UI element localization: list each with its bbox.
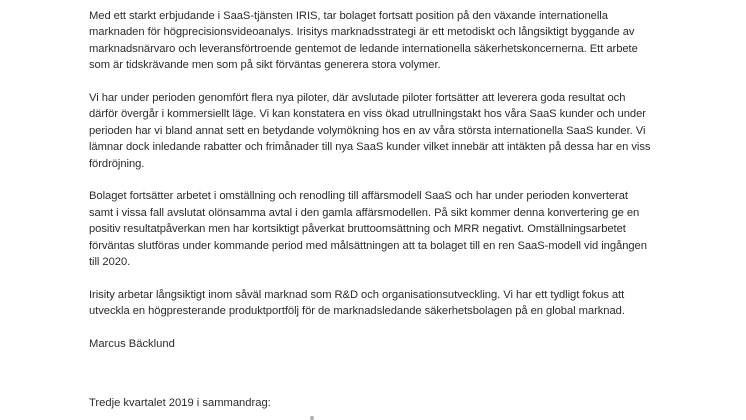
text-line: Vi har under perioden genomfört flera nya piloter, där avslutade piloter fortsätter att leverera goda resultat och [89,92,626,105]
paragraph-market-position [89,8,671,74]
text-line: till 2020. [89,256,131,269]
text-line: Irisity arbetar långsiktigt inom såväl marknad som R&D och organisationsutveckling. Vi har ett tydligt fokus att [89,288,625,301]
text-line: förväntas slutföras under kommande period med målsättningen att ta bolaget till en ren SaaS-modell vid ingången [89,239,647,252]
paragraph-long-term [89,287,671,320]
summary-heading: Tredje kvartalet 2019 i sammandrag: [89,397,271,409]
text-line: marknaden för högprecisionsvideoanalys. Irisitys marknadsstrategi är ett metodiskt och långsiktigt byggande av [89,26,635,39]
signature: Marcus Bäcklund [89,338,175,351]
cutoff-text-fragment [310,416,314,420]
text-line: Med ett starkt erbjudande i SaaS-tjänsten IRIS, tar bolaget fortsatt position på den växande internationella [89,10,608,22]
text-line: som är tidskrävande men som på sikt förväntas generera stora volymer. [89,59,441,72]
text-line: lämnar dock inledande rabatter och frimånader till nya SaaS kunder vilket innebär att intäkten på dessa har en viss [89,141,651,154]
text-line: samt i vissa fall avslutat olönsamma avtal i den gamla affärsmodellen. På sikt kommer denna konvertering ge en [89,206,640,219]
paragraph-business-model [89,188,671,270]
text-line: Bolaget fortsätter arbetet i omställning och renodling till affärsmodell SaaS och har under perioden konverterat [89,190,628,203]
document-body [89,8,671,409]
text-line: positiv resultatpåverkan men har kortsiktigt påverkat bruttoomsättning och MRR negativt. Omställningsarbetet [89,223,626,236]
paragraph-pilots [89,90,671,172]
text-line: utveckla en högpresterande produktportfölj för de marknadsledande säkerhetsbolagen på en global marknad. [89,305,625,318]
text-line: perioden har vi bland annat sett en betydande volymökning hos en av våra största internationella SaaS kunder. Vi [89,124,646,137]
text-line: marknadsnärvaro och leveransförtroende gentemot de ledande internationella säkerhetskoncernerna. Ett arbete [89,42,638,55]
text-line: fördröjning. [89,157,145,170]
text-line: därför övergår i kommersiellt läge. Vi kan konstatera en viss ökad utrullningstakt hos våra SaaS kunder och under [89,108,646,121]
